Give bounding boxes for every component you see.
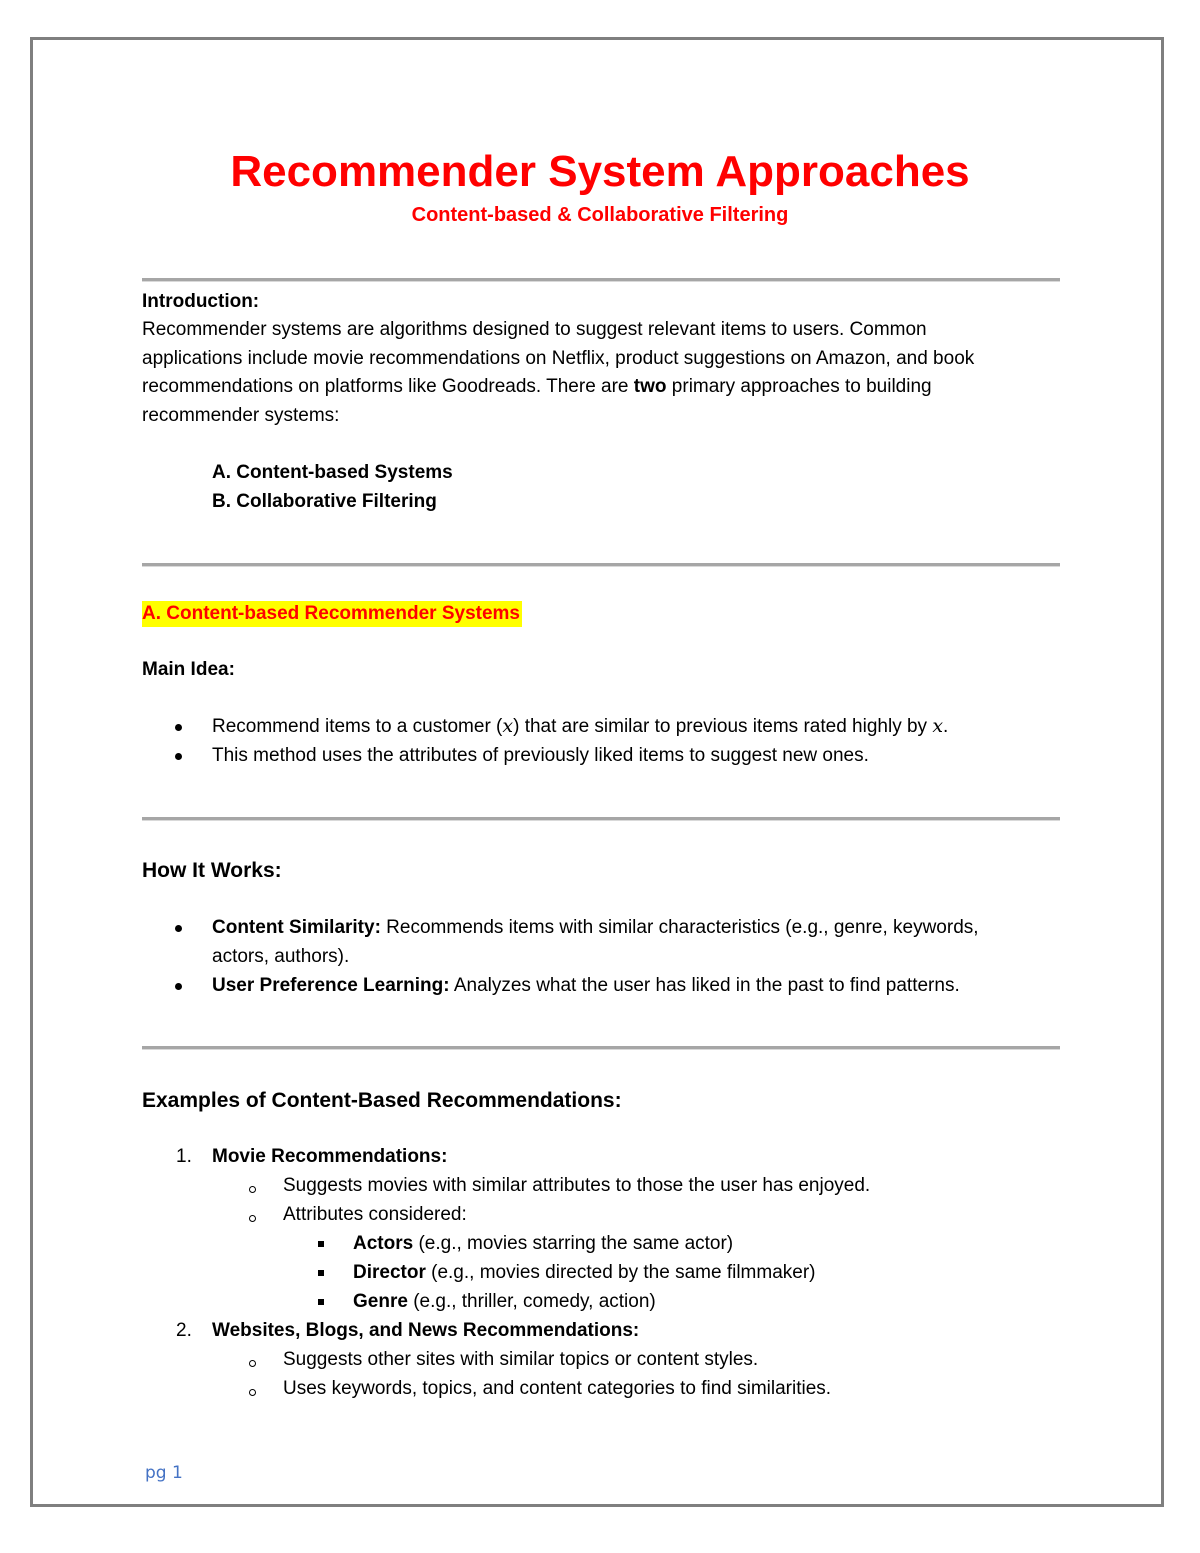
list-item (172, 712, 1072, 741)
examples-label: Examples of Content-Based Recommendations: (142, 1089, 622, 1112)
square-bullet-icon (318, 1299, 324, 1305)
circle-bullet-icon (249, 1215, 256, 1222)
section-a-heading: A. Content-based Recommender Systems (142, 601, 522, 627)
list-item (142, 1288, 1102, 1317)
examples-list (142, 1143, 1102, 1404)
list-item (172, 971, 1032, 1000)
bullet-icon (175, 925, 182, 932)
divider (142, 563, 1060, 567)
bullet-text: ) that are similar to previous items rated highly by (513, 716, 933, 737)
how-it-works-list (172, 913, 1032, 1000)
list-item (142, 1346, 1102, 1375)
intro-text-a: Recommender systems are algorithms designed to suggest relevant items to users. Common applications include movie recommendations on Netflix, product suggestions on Amazon, and book recommendations on platforms like Goodreads. There are (142, 319, 975, 397)
divider (142, 278, 1060, 282)
list-item (142, 1143, 1102, 1172)
intro-text-b: primary approaches to building recommender systems: (142, 376, 932, 426)
square-bullet-icon (318, 1241, 324, 1247)
intro-label: Introduction: (142, 291, 260, 312)
example-title: Websites, Blogs, and News Recommendations: (212, 1320, 640, 1341)
list-item (142, 1172, 1102, 1201)
list-item (142, 1201, 1102, 1230)
intro-paragraph (142, 316, 1032, 430)
sub-item-text: Uses keywords, topics, and content categories to find similarities. (283, 1378, 832, 1399)
list-item (142, 1375, 1102, 1404)
list-number: 2. (176, 1320, 192, 1341)
example-title: Movie Recommendations: (212, 1146, 448, 1167)
list-number: 1. (176, 1146, 192, 1167)
bullet-text: This method uses the attributes of previously liked items to suggest new ones. (212, 745, 869, 766)
attribute-term: Director (353, 1262, 426, 1283)
list-item (172, 741, 1072, 770)
approaches-list (212, 458, 453, 516)
bullet-icon (175, 983, 182, 990)
bullet-text: Recommend items to a customer ( (212, 716, 503, 737)
divider (142, 817, 1060, 821)
math-variable: x (502, 715, 514, 737)
square-bullet-icon (318, 1270, 324, 1276)
bullet-term: Content Similarity: (212, 917, 381, 938)
main-idea-label: Main Idea: (142, 659, 235, 680)
attribute-term: Genre (353, 1291, 408, 1312)
circle-bullet-icon (249, 1360, 256, 1367)
circle-bullet-icon (249, 1389, 256, 1396)
sub-item-text: Suggests other sites with similar topics or content styles. (283, 1349, 759, 1370)
intro-text-bold: two (633, 376, 667, 397)
bullet-icon (175, 724, 182, 731)
attribute-text: (e.g., movies directed by the same filmmaker) (425, 1262, 816, 1283)
bullet-text: Analyzes what the user has liked in the past to find patterns. (449, 975, 960, 996)
list-item (142, 1317, 1102, 1346)
bullet-term: User Preference Learning: (212, 975, 450, 996)
introduction (142, 288, 1042, 430)
main-idea-list (172, 712, 1072, 770)
document-subtitle: Content-based & Collaborative Filtering (411, 204, 789, 226)
attribute-text: (e.g., thriller, comedy, action) (407, 1291, 656, 1312)
attribute-term: Actors (353, 1233, 414, 1254)
circle-bullet-icon (249, 1186, 256, 1193)
bullet-text: . (943, 716, 949, 737)
sub-item-text: Attributes considered: (283, 1204, 467, 1225)
attribute-text: (e.g., movies starring the same actor) (413, 1233, 734, 1254)
list-item (142, 1259, 1102, 1288)
divider (142, 1046, 1060, 1050)
document-title: Recommender System Approaches (230, 147, 970, 196)
list-item (172, 913, 1032, 971)
page-number: pg 1 (145, 1463, 183, 1483)
bullet-icon (175, 753, 182, 760)
approach-item: B. Collaborative Filtering (212, 491, 437, 512)
list-item (142, 1230, 1102, 1259)
bullet-text: Recommends items with similar characteristics (e.g., genre, keywords, actors, authors). (212, 917, 979, 967)
math-variable: x (932, 715, 944, 737)
how-it-works-label: How It Works: (142, 859, 282, 882)
sub-item-text: Suggests movies with similar attributes to those the user has enjoyed. (283, 1175, 871, 1196)
approach-item: A. Content-based Systems (212, 462, 453, 483)
